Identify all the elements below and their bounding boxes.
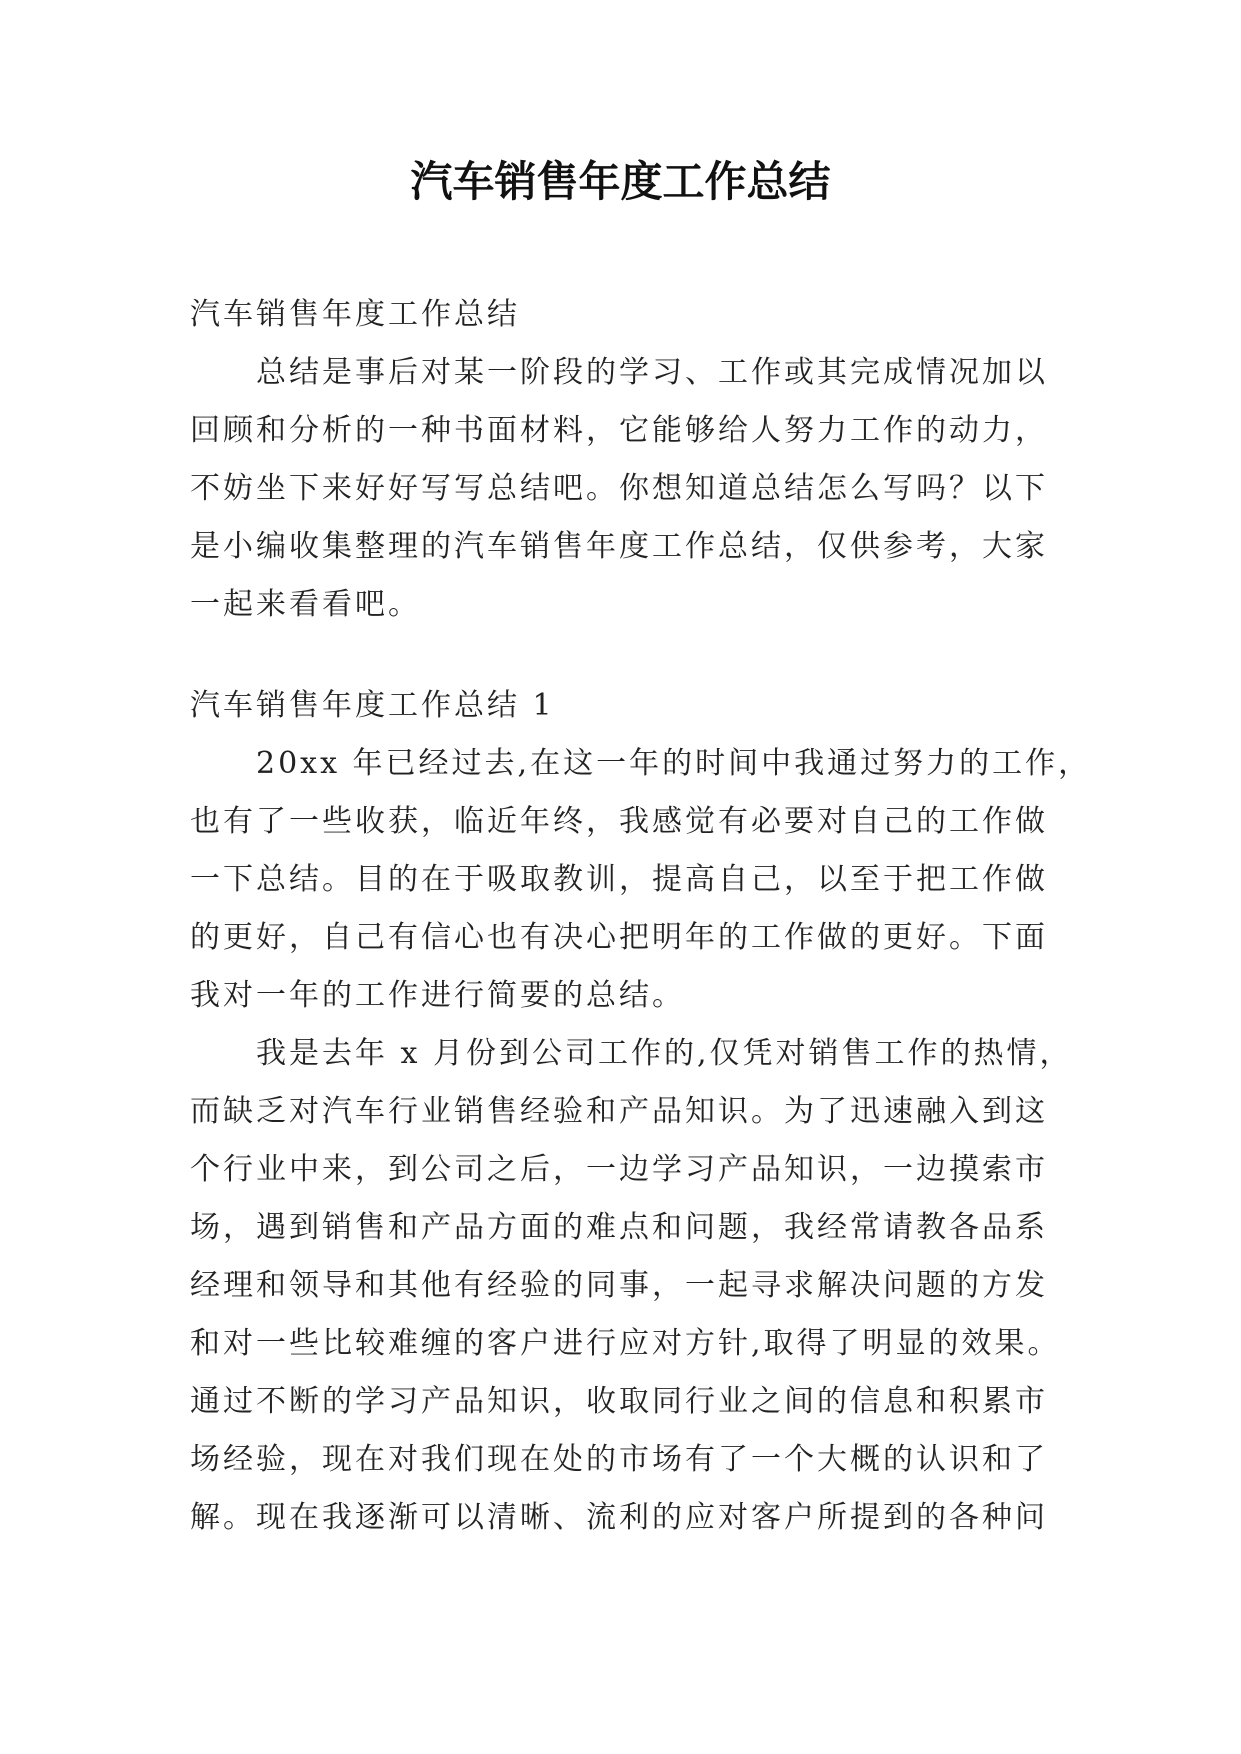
paragraph-line: 通过不断的学习产品知识，收取同行业之间的信息和积累市 — [190, 1384, 1048, 1419]
paragraph-line: 一起来看看吧。 — [190, 587, 421, 622]
paragraph-line: 我对一年的工作进行简要的总结。 — [190, 978, 685, 1013]
paragraph-line: 20xx 年已经过去,在这一年的时间中我通过努力的工作， — [256, 746, 1092, 781]
document-title: 汽车销售年度工作总结 — [410, 157, 831, 206]
paragraph-line: 场，遇到销售和产品方面的难点和问题，我经常请教各品系 — [190, 1210, 1048, 1245]
intro-heading: 汽车销售年度工作总结 — [190, 297, 520, 332]
paragraph-line: 是小编收集整理的汽车销售年度工作总结，仅供参考，大家 — [190, 529, 1048, 564]
paragraph-line: 解。现在我逐渐可以清晰、流利的应对客户所提到的各种问 — [190, 1500, 1048, 1535]
section-1-paragraph-1 — [190, 735, 1092, 1025]
paragraph-line: 而缺乏对汽车行业销售经验和产品知识。为了迅速融入到这 — [190, 1094, 1048, 1129]
section-1-heading: 汽车销售年度工作总结 1 — [190, 688, 555, 723]
paragraph-line: 回顾和分析的一种书面材料，它能够给人努力工作的动力， — [190, 413, 1048, 448]
paragraph-line: 我是去年 x 月份到公司工作的,仅凭对销售工作的热情， — [256, 1036, 1073, 1071]
paragraph-line: 经理和领导和其他有经验的同事，一起寻求解决问题的方发 — [190, 1268, 1048, 1303]
section-1-block — [190, 677, 1092, 1547]
section-1-paragraph-2 — [190, 1025, 1073, 1547]
paragraph-line: 场经验，现在对我们现在处的市场有了一个大概的认识和了 — [190, 1442, 1048, 1477]
paragraph-line: 个行业中来，到公司之后，一边学习产品知识，一边摸索市 — [190, 1152, 1048, 1187]
paragraph-line: 一下总结。目的在于吸取教训，提高自己，以至于把工作做 — [190, 862, 1048, 897]
paragraph-line: 总结是事后对某一阶段的学习、工作或其完成情况加以 — [256, 355, 1048, 390]
intro-paragraph — [190, 344, 1060, 634]
intro-block — [190, 286, 1060, 634]
paragraph-line: 的更好，自己有信心也有决心把明年的工作做的更好。下面 — [190, 920, 1048, 955]
paragraph-line: 和对一些比较难缠的客户进行应对方针,取得了明显的效果。 — [190, 1326, 1061, 1361]
paragraph-line: 也有了一些收获，临近年终，我感觉有必要对自己的工作做 — [190, 804, 1048, 839]
paragraph-line: 不妨坐下来好好写写总结吧。你想知道总结怎么写吗？以下 — [190, 471, 1048, 506]
